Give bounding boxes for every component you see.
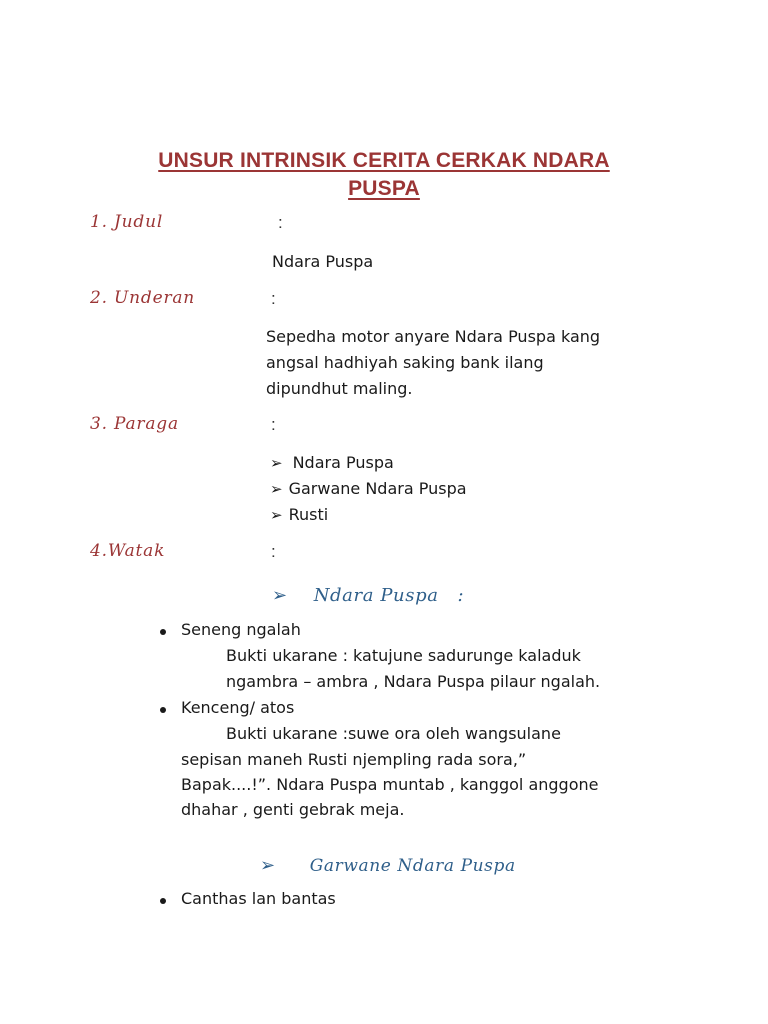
section-label-watak: 4.Watak [90, 541, 166, 561]
trait-evidence-line: Bukti ukarane :suwe ora oleh wangsulane [226, 724, 561, 743]
section-label-judul: 1. Judul [90, 212, 164, 232]
underan-line: dipundhut maling. [266, 379, 413, 398]
dot-bullet-icon [160, 629, 166, 635]
arrow-head-icon: ➢ [270, 454, 283, 472]
colon-paraga: : [271, 415, 276, 434]
judul-value: Ndara Puspa [272, 252, 374, 271]
arrow-head-icon: ➢ [272, 585, 288, 606]
trait-name: Seneng ngalah [181, 620, 301, 639]
trait-evidence-line: sepisan maneh Rusti njempling rada sora,” [181, 750, 527, 769]
underan-text [266, 324, 600, 402]
trait-evidence-line: ngambra – ambra , Ndara Puspa pilaur ngalah. [226, 672, 601, 691]
trait-evidence-line: Bukti ukarane : katujune sadurunge kaladuk [226, 646, 581, 665]
underan-line: Sepedha motor anyare Ndara Puspa kang [266, 327, 601, 346]
paraga-list [270, 450, 467, 528]
colon-underan: : [271, 289, 276, 308]
trait-name: Canthas lan bantas [181, 889, 336, 908]
dot-bullet-icon [160, 707, 166, 713]
colon-judul: : [278, 213, 283, 232]
arrow-head-icon: ➢ [270, 480, 283, 498]
character-heading-garwane: ➢ Garwane Ndara Puspa [260, 855, 516, 876]
section-label-underan: 2. Underan [90, 288, 196, 308]
dot-bullet-icon [160, 898, 166, 904]
character-heading-ndara-puspa: ➢ Ndara Puspa : [272, 585, 465, 606]
section-label-paraga: 3. Paraga [90, 414, 179, 434]
underan-line: angsal hadhiyah saking bank ilang [266, 353, 544, 372]
arrow-head-icon: ➢ [260, 855, 276, 876]
trait-evidence-line: Bapak....!”. Ndara Puspa muntab , kanggol anggone [181, 775, 599, 794]
page-title [110, 147, 658, 203]
paraga-item: ➢ Ndara Puspa [270, 453, 394, 472]
paraga-item: ➢ Garwane Ndara Puspa [270, 479, 467, 498]
trait-name: Kenceng/ atos [181, 698, 295, 717]
colon-watak: : [271, 542, 276, 561]
paraga-item: ➢ Rusti [270, 505, 329, 524]
title-line-2: PUSPA [348, 177, 420, 200]
title-line-1: UNSUR INTRINSIK CERITA CERKAK NDARA [158, 149, 610, 172]
trait-evidence-line: dhahar , genti gebrak meja. [181, 800, 405, 819]
arrow-head-icon: ➢ [270, 506, 283, 524]
